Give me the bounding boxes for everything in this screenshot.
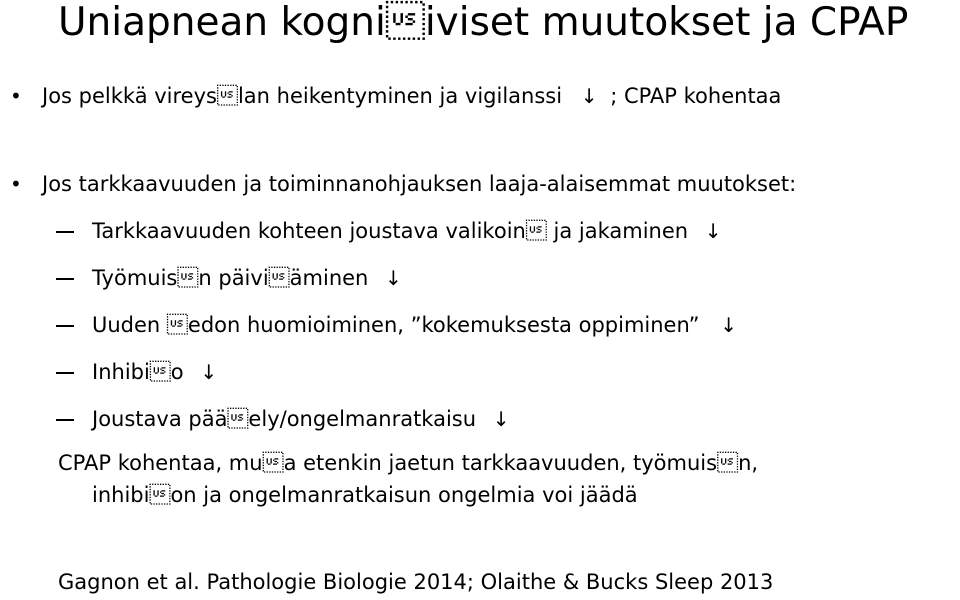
sub-item-3	[92, 311, 737, 339]
down-arrow-icon: ↓	[704, 219, 722, 243]
bullet-dot: •	[10, 172, 22, 196]
dash-marker	[56, 372, 74, 374]
sub-item-5-text: Joustava pää ely/ongelmanratkaisu	[92, 407, 477, 431]
bullet-item-1-text: Jos pelkkä vireys lan heikentyminen ja vigilanssi	[42, 84, 563, 108]
sub-item-3-text: Uuden edon huomioiminen, ”kokemuksesta oppiminen”	[92, 313, 700, 337]
down-arrow-icon: ↓	[720, 313, 737, 337]
down-arrow-icon: ↓	[492, 407, 510, 431]
reference: Gagnon et al. Pathologie Biologie 2014; Olaithe & Bucks Sleep 2013	[58, 570, 774, 594]
down-arrow-icon: ↓	[385, 266, 402, 290]
down-arrow-icon: ↓	[580, 84, 598, 108]
sub-item-2	[92, 264, 402, 292]
dash-marker	[56, 278, 74, 280]
bullet-dot: •	[10, 84, 22, 108]
sub-item-4	[92, 358, 217, 386]
bullet-item-1-suffix: ; CPAP kohentaa	[610, 84, 782, 108]
conclusion-line-2: inhibi on ja ongelmanratkaisun ongelmia voi jäädä	[92, 483, 638, 507]
sub-item-2-text: Työmuis n päivi äminen	[92, 266, 369, 290]
conclusion-line-1: CPAP kohentaa, mu a etenkin jaetun tarkkaavuuden, työmuis n,	[58, 451, 759, 475]
sub-item-4-text: Inhibi o	[92, 360, 184, 384]
sub-item-5	[92, 405, 510, 433]
slide-title: Uniapnean kogni iviset muutokset ja CPAP	[58, 0, 909, 45]
dash-marker	[56, 231, 74, 233]
sub-item-1	[92, 217, 722, 245]
bullet-item-2: Jos tarkkaavuuden ja toiminnanohjauksen laaja-alaisemmat muutokset:	[42, 172, 797, 196]
dash-marker	[56, 325, 74, 327]
down-arrow-icon: ↓	[200, 360, 218, 384]
bullet-item-1	[42, 82, 781, 110]
sub-item-1-text: Tarkkaavuuden kohteen joustava valikoin ja jakaminen	[92, 219, 689, 243]
dash-marker	[56, 419, 74, 421]
